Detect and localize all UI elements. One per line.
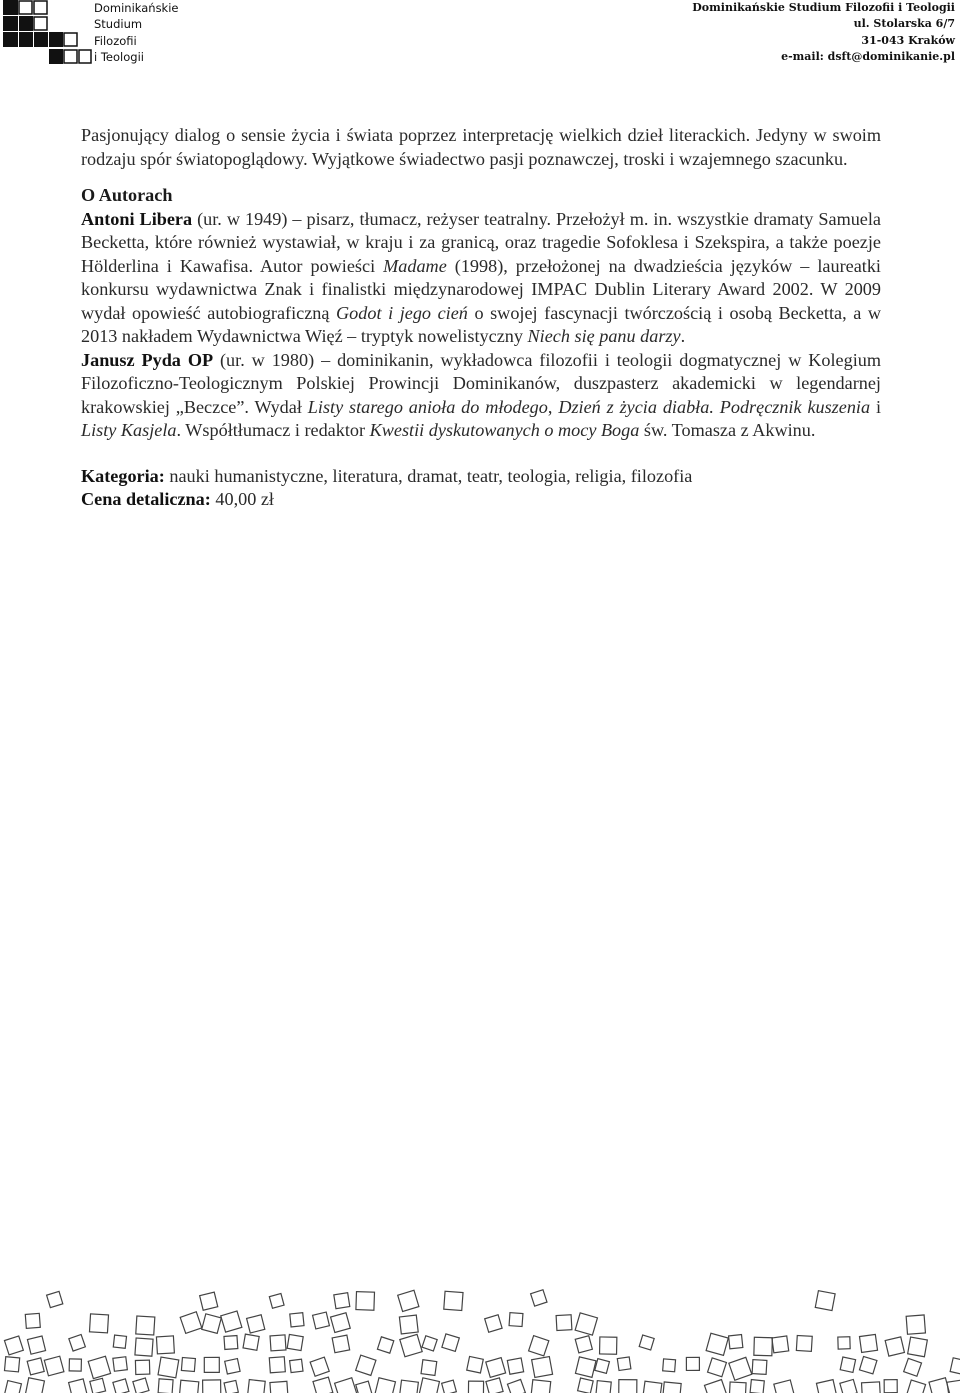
spacer bbox=[81, 443, 881, 465]
pattern-square bbox=[248, 1380, 266, 1393]
pattern-square bbox=[840, 1357, 855, 1372]
pattern-square bbox=[310, 1357, 329, 1376]
pattern-square bbox=[377, 1337, 393, 1353]
author-bio-pyda bbox=[81, 349, 881, 443]
author-name: Janusz Pyda OP bbox=[81, 349, 214, 370]
pattern-square bbox=[221, 1311, 242, 1332]
book-title: Madame bbox=[383, 255, 447, 276]
pattern-square bbox=[509, 1313, 523, 1327]
address-block bbox=[692, 0, 955, 65]
pattern-square bbox=[639, 1335, 654, 1350]
pattern-square bbox=[400, 1334, 422, 1356]
pattern-square bbox=[444, 1291, 463, 1310]
pattern-square bbox=[269, 1357, 285, 1373]
pattern-square bbox=[202, 1314, 222, 1334]
pattern-square bbox=[772, 1336, 789, 1353]
book-title: Niech się panu darzy bbox=[527, 326, 681, 346]
pattern-square bbox=[862, 1382, 881, 1393]
pattern-square bbox=[334, 1293, 350, 1309]
author-bio-libera bbox=[81, 208, 881, 349]
pattern-square bbox=[113, 1335, 126, 1348]
pattern-square bbox=[950, 1358, 960, 1375]
pattern-square bbox=[204, 1357, 219, 1372]
pattern-square bbox=[774, 1380, 795, 1393]
bio-text: o swojej fascynacji twórczością i osobą Becketta, a w 2013 nakładem Wydawnictwa Więź – tryptyk nowelistyczny bbox=[81, 302, 881, 346]
pattern-square bbox=[531, 1290, 547, 1306]
pattern-square bbox=[269, 1294, 284, 1309]
pattern-square bbox=[838, 1337, 850, 1349]
pattern-square bbox=[4, 1357, 19, 1372]
pattern-square bbox=[884, 1380, 897, 1393]
book-title: Godot i jego cień bbox=[336, 302, 468, 323]
pattern-square bbox=[663, 1382, 682, 1393]
pattern-square bbox=[247, 1315, 265, 1333]
pattern-square bbox=[468, 1381, 483, 1393]
pattern-square bbox=[375, 1378, 396, 1393]
pattern-square bbox=[575, 1357, 596, 1378]
pattern-square bbox=[69, 1359, 81, 1371]
pattern-square bbox=[4, 1336, 23, 1355]
pattern-square bbox=[25, 1313, 40, 1328]
pattern-square bbox=[203, 1380, 221, 1393]
pattern-square bbox=[133, 1378, 149, 1393]
pattern-square bbox=[27, 1358, 44, 1375]
bio-text: (1998), przełożonej na dwadzieścia języków – laureatki konkursu wydawnictwa Znak i finalistki międzynarodowej IMPAC Dublin Literary Award 2002. W 2009 wydał opowieść autobiograficzną bbox=[81, 255, 881, 323]
pattern-square bbox=[399, 1380, 418, 1393]
pattern-square bbox=[356, 1355, 376, 1375]
book-title: Listy Kasjela bbox=[81, 420, 177, 440]
bio-text: św. Tomasza z Akwinu. bbox=[639, 420, 816, 440]
pattern-square bbox=[575, 1336, 592, 1353]
pattern-square bbox=[26, 1378, 45, 1393]
pattern-square bbox=[596, 1381, 611, 1393]
pattern-square bbox=[422, 1336, 437, 1351]
address-org: Dominikańskie Studium Filozofii i Teologii bbox=[692, 1, 955, 14]
pattern-square bbox=[619, 1380, 637, 1393]
pattern-square bbox=[156, 1336, 174, 1354]
pattern-square bbox=[643, 1381, 662, 1393]
pattern-square bbox=[69, 1379, 87, 1393]
pattern-square bbox=[840, 1379, 857, 1393]
pattern-square bbox=[729, 1335, 743, 1349]
pattern-square bbox=[929, 1378, 950, 1393]
pattern-square bbox=[532, 1357, 553, 1378]
pattern-square bbox=[332, 1335, 350, 1353]
pattern-square bbox=[796, 1335, 812, 1351]
pattern-square bbox=[399, 1315, 418, 1334]
pattern-square bbox=[529, 1336, 549, 1356]
address-street: ul. Stolarska 6/7 bbox=[853, 17, 955, 31]
pattern-square bbox=[816, 1380, 836, 1393]
pattern-square bbox=[47, 1291, 63, 1307]
pattern-square bbox=[815, 1291, 835, 1311]
pattern-square bbox=[706, 1333, 728, 1355]
logo-line: Dominikańskie bbox=[94, 1, 179, 15]
pattern-square bbox=[69, 1335, 86, 1352]
pattern-square bbox=[906, 1315, 925, 1334]
address-email[interactable]: e-mail: dsft@dominikanie.pl bbox=[781, 49, 955, 63]
bio-text: . bbox=[680, 326, 686, 346]
pattern-square bbox=[158, 1379, 173, 1393]
category-line bbox=[81, 465, 881, 489]
pattern-square bbox=[531, 1380, 551, 1393]
pattern-square bbox=[224, 1336, 238, 1350]
pattern-square bbox=[904, 1358, 922, 1376]
pattern-square bbox=[575, 1313, 597, 1335]
pattern-square bbox=[600, 1337, 617, 1354]
logo-line: Studium bbox=[94, 17, 143, 32]
address-city: 31-043 Kraków bbox=[861, 33, 955, 47]
price-line bbox=[81, 488, 881, 512]
bio-text: (ur. w 1949) – pisarz, tłumacz, reżyser teatralny. Przełożył m. in. wszystkie dramaty Samuela Becketta, które również wystawiał, w kraju i za granicą, oraz tragedie Sofoklesa i Szekspira, a także poezje Hölderlina i Kawafisa. Autor powieści bbox=[81, 208, 882, 276]
bio-text: . Współtłumacz i redaktor bbox=[176, 420, 370, 440]
logo-line: Filozofii bbox=[94, 33, 137, 48]
bio-text: (ur. w 1980) – dominikanin, wykładowca filozofii i teologii dogmatycznej w Kolegium Filozoficzno-Teologicznym Polskiej Prowincji Dominikanów, duszpasterz akademicki w legendarnej krakowskiej „Beczce”. Wydał bbox=[81, 349, 881, 417]
pattern-square bbox=[419, 1378, 439, 1393]
pattern-square bbox=[595, 1359, 610, 1374]
pattern-square bbox=[270, 1335, 286, 1351]
pattern-square bbox=[5, 1381, 22, 1393]
pattern-square bbox=[179, 1380, 199, 1393]
pattern-square bbox=[243, 1334, 259, 1350]
pattern-square bbox=[578, 1378, 594, 1393]
pattern-square bbox=[136, 1316, 155, 1335]
pattern-square bbox=[180, 1312, 202, 1334]
pattern-square bbox=[290, 1359, 303, 1372]
pattern-square bbox=[617, 1357, 631, 1371]
book-title: Listy starego anioła do młodego bbox=[307, 396, 548, 417]
document-body bbox=[81, 124, 881, 512]
pattern-square bbox=[44, 1356, 64, 1376]
pattern-square bbox=[313, 1377, 333, 1393]
pattern-square bbox=[89, 1314, 108, 1333]
footer-squares-pattern bbox=[0, 1283, 960, 1393]
pattern-square bbox=[704, 1380, 727, 1393]
pattern-square bbox=[729, 1382, 746, 1393]
intro-paragraph: Pasjonujący dialog o sensie życia i świata poprzez interpretację wielkich dzieł literackich. Jedyny w swoim rodzaju spór światopoglądowy. Wyjątkowe świadectwo pasji poznawczej, troski i wzajemnego szacunku. bbox=[81, 125, 881, 169]
price-value: 40,00 zł bbox=[210, 489, 274, 509]
pattern-square bbox=[750, 1380, 764, 1393]
pattern-square bbox=[398, 1290, 419, 1311]
pattern-square bbox=[27, 1336, 45, 1354]
pattern-square bbox=[181, 1357, 195, 1371]
pattern-square bbox=[225, 1359, 240, 1374]
pattern-square bbox=[908, 1337, 928, 1357]
pattern-square bbox=[859, 1334, 877, 1352]
book-title: Kwestii dyskutowanych o mocy Boga bbox=[369, 420, 640, 440]
pattern-square bbox=[507, 1379, 525, 1393]
pattern-square bbox=[885, 1337, 904, 1356]
pattern-square bbox=[421, 1360, 437, 1376]
logo-line: i Teologii bbox=[94, 49, 144, 64]
pattern-square bbox=[113, 1379, 129, 1393]
pattern-square bbox=[356, 1381, 372, 1393]
pattern-square bbox=[859, 1356, 876, 1373]
author-name: Antoni Libera bbox=[81, 208, 193, 229]
pattern-square bbox=[752, 1360, 767, 1375]
publisher-logo bbox=[3, 0, 179, 72]
category-label: Kategoria: bbox=[81, 465, 165, 486]
logo-wordmark bbox=[94, 0, 179, 65]
pattern-square bbox=[729, 1357, 752, 1380]
pattern-square bbox=[331, 1313, 351, 1333]
pattern-square bbox=[485, 1315, 502, 1332]
bio-text: , bbox=[547, 396, 559, 417]
pattern-square bbox=[708, 1358, 727, 1377]
pattern-square bbox=[556, 1315, 572, 1331]
pattern-square bbox=[135, 1360, 149, 1374]
pattern-square bbox=[290, 1313, 304, 1327]
pattern-square bbox=[754, 1337, 772, 1355]
pattern-square bbox=[335, 1378, 358, 1393]
pattern-square bbox=[467, 1356, 484, 1373]
pattern-square bbox=[224, 1380, 238, 1393]
pattern-square bbox=[88, 1356, 110, 1378]
pattern-square bbox=[442, 1380, 457, 1393]
pattern-square bbox=[313, 1312, 330, 1329]
pattern-square bbox=[287, 1334, 303, 1350]
pattern-square bbox=[200, 1292, 218, 1310]
pattern-square bbox=[135, 1338, 153, 1356]
pattern-square bbox=[90, 1378, 106, 1393]
bio-text: i bbox=[870, 396, 882, 417]
pattern-square bbox=[356, 1292, 375, 1311]
pattern-square bbox=[158, 1357, 179, 1378]
pattern-square bbox=[270, 1381, 288, 1393]
pattern-square bbox=[907, 1380, 926, 1393]
logo-squares-icon bbox=[3, 0, 93, 72]
pattern-square bbox=[442, 1334, 459, 1351]
pattern-square bbox=[486, 1378, 503, 1393]
pattern-square bbox=[686, 1357, 699, 1370]
category-value: nauki humanistyczne, literatura, dramat, teatr, teologia, religia, filozofia bbox=[164, 465, 693, 486]
about-authors-heading: O Autorach bbox=[81, 185, 173, 205]
pattern-square bbox=[507, 1358, 523, 1374]
price-label: Cena detaliczna: bbox=[81, 489, 211, 509]
pattern-square bbox=[486, 1358, 506, 1378]
pattern-square bbox=[663, 1359, 676, 1372]
book-title: Dzień z życia diabła. Podręcznik kuszenia bbox=[558, 396, 871, 417]
pattern-square bbox=[113, 1357, 127, 1371]
